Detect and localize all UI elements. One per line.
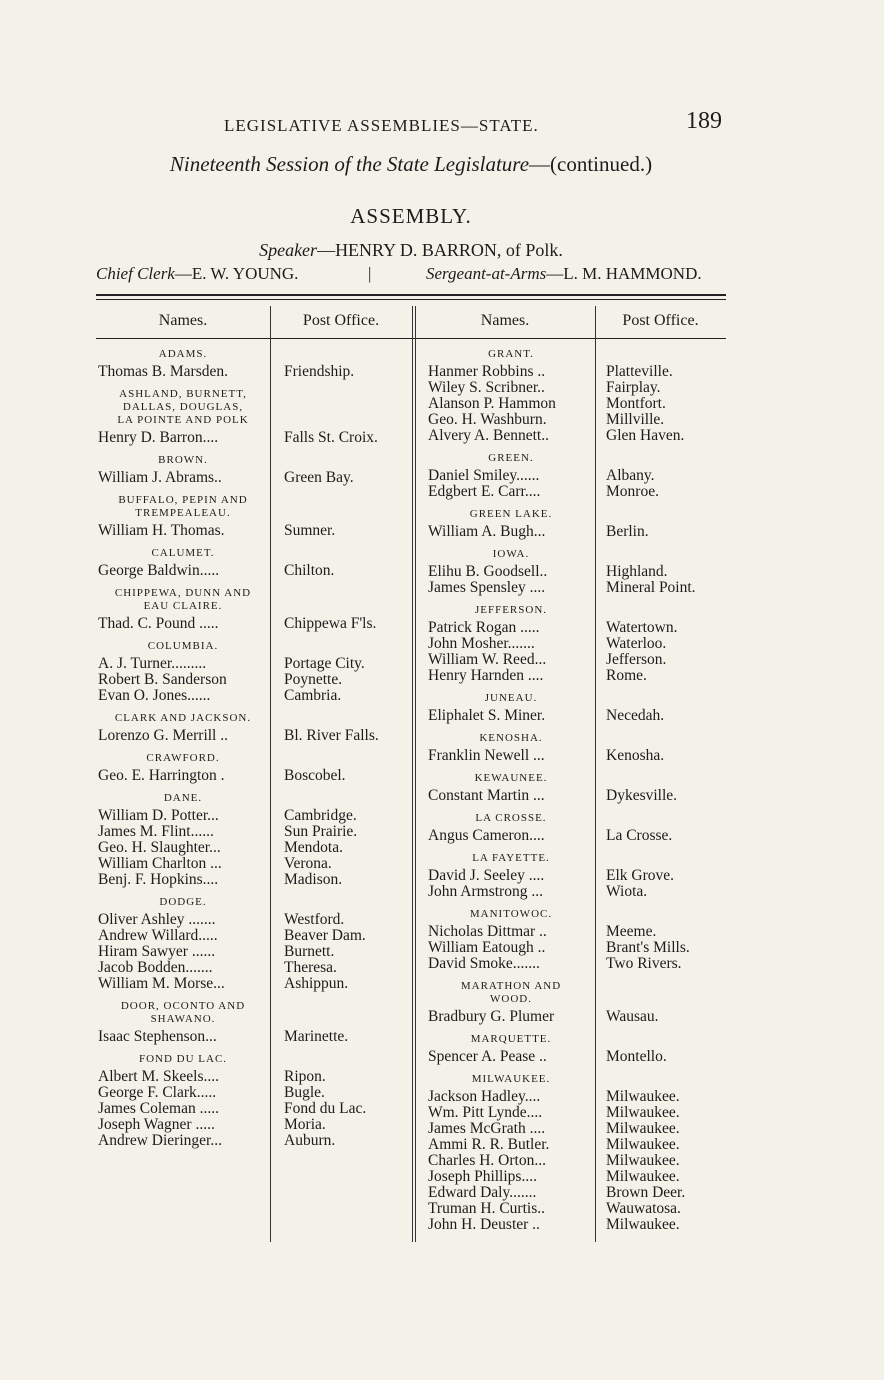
county-heading: TREMPEALEAU. <box>135 507 231 519</box>
member-name: Wm. Pitt Lynde.... <box>428 1104 543 1121</box>
member-name: John H. Deuster .. <box>428 1216 540 1233</box>
county-heading: IOWA. <box>492 548 530 560</box>
member-name: George Baldwin..... <box>98 562 220 579</box>
member-row <box>428 708 726 724</box>
member-row <box>98 364 410 380</box>
member-row <box>98 928 410 944</box>
member-row <box>98 688 410 704</box>
county-heading: DALLAS, DOUGLAS, <box>122 401 244 413</box>
member-row <box>428 1169 726 1185</box>
running-head <box>96 108 726 138</box>
post-office: Marinette. <box>284 1028 349 1045</box>
member-row <box>98 912 410 928</box>
member-row <box>428 956 726 972</box>
post-office: Milwaukee. <box>606 1168 680 1185</box>
member-row <box>428 1217 726 1233</box>
header-names-right: Names. <box>480 312 530 329</box>
member-name: James Spensley .... <box>428 579 546 596</box>
sergeant-label: Sergeant-at-Arms <box>426 264 547 283</box>
member-row <box>428 1009 726 1025</box>
county-heading: EAU CLAIRE. <box>143 600 223 612</box>
county-heading: MILWAUKEE. <box>471 1073 551 1085</box>
county-heading: DOOR, OCONTO AND <box>120 1000 246 1012</box>
county-heading: FOND DU LAC. <box>138 1053 228 1065</box>
column-divider <box>412 306 413 1242</box>
member-name: Angus Cameron.... <box>428 827 545 844</box>
post-office: Necedah. <box>606 707 665 724</box>
right-column <box>428 348 726 1233</box>
county-heading: DODGE. <box>159 896 207 908</box>
member-row <box>98 1069 410 1085</box>
member-name: Geo. H. Slaughter... <box>98 839 221 856</box>
post-office: Chilton. <box>284 562 335 579</box>
member-name: Geo. E. Harrington . <box>98 767 225 784</box>
member-row <box>428 396 726 412</box>
member-name: Charles H. Orton... <box>428 1152 546 1169</box>
member-name: Edgbert E. Carr.... <box>428 483 541 500</box>
county-heading: ASHLAND, BURNETT, <box>119 388 247 400</box>
member-row <box>428 1105 726 1121</box>
member-name: Ammi R. R. Butler. <box>428 1136 550 1153</box>
county-heading: JUNEAU. <box>484 692 538 704</box>
header-post-office-left: Post Office. <box>302 312 380 329</box>
member-row <box>428 1049 726 1065</box>
county-group <box>98 547 410 579</box>
post-office: Albany. <box>606 467 655 484</box>
member-row <box>98 872 410 888</box>
county-heading: ADAMS. <box>158 348 208 360</box>
member-name: Eliphalet S. Miner. <box>428 707 546 724</box>
member-row <box>98 824 410 840</box>
member-name: A. J. Turner......... <box>98 655 207 672</box>
county-group <box>428 1033 726 1065</box>
member-row <box>428 1153 726 1169</box>
member-name: David Smoke....... <box>428 955 540 972</box>
county-heading: MARATHON AND <box>460 980 562 992</box>
member-row <box>428 580 726 596</box>
member-name: William W. Reed... <box>428 651 547 668</box>
member-row <box>98 470 410 486</box>
table-top-rule-thin <box>96 299 726 300</box>
member-name: Jackson Hadley.... <box>428 1088 541 1105</box>
member-row <box>428 564 726 580</box>
member-name: Elihu B. Goodsell.. <box>428 563 548 580</box>
post-office: Dykesville. <box>606 787 678 804</box>
member-name: William Eatough .. <box>428 939 546 956</box>
post-office: Montello. <box>606 1048 667 1065</box>
county-group <box>428 852 726 900</box>
county-heading: DANE. <box>163 792 203 804</box>
member-row <box>98 840 410 856</box>
post-office: Ashippun. <box>284 975 349 992</box>
post-office: Sumner. <box>284 522 336 539</box>
member-row <box>428 748 726 764</box>
county-group <box>428 348 726 444</box>
member-name: Benj. F. Hopkins.... <box>98 871 219 888</box>
county-heading: CALUMET. <box>151 547 215 559</box>
county-group <box>428 1073 726 1233</box>
speaker-line <box>96 240 726 261</box>
running-title: LEGISLATIVE ASSEMBLIES—STATE. <box>224 116 539 135</box>
member-name: Andrew Dieringer... <box>98 1132 222 1149</box>
post-office: Berlin. <box>606 523 649 540</box>
speaker-text: —HENRY D. BARRON, of Polk. <box>317 240 563 260</box>
member-name: James Coleman ..... <box>98 1100 219 1117</box>
post-office: Auburn. <box>284 1132 336 1149</box>
member-row <box>98 672 410 688</box>
post-office: Portage City. <box>284 655 365 672</box>
county-heading: MARQUETTE. <box>470 1033 552 1045</box>
member-row <box>428 1121 726 1137</box>
member-row <box>428 868 726 884</box>
county-group <box>98 587 410 632</box>
member-name: Alanson P. Hammon <box>428 395 556 412</box>
post-office: Burnett. <box>284 943 335 960</box>
post-office: Platteville. <box>606 363 673 380</box>
county-heading: BUFFALO, PEPIN AND <box>118 494 248 506</box>
post-office: Montfort. <box>606 395 666 412</box>
county-group <box>428 452 726 500</box>
member-row <box>98 523 410 539</box>
officers-divider: | <box>368 264 372 283</box>
member-name: William M. Morse... <box>98 975 225 992</box>
post-office: Brown Deer. <box>606 1184 686 1201</box>
member-name: Hanmer Robbins .. <box>428 363 546 380</box>
post-office: Chippewa F'ls. <box>284 615 377 632</box>
post-office: Millville. <box>606 411 665 428</box>
member-row <box>428 364 726 380</box>
member-name: William J. Abrams.. <box>98 469 222 486</box>
county-group <box>428 772 726 804</box>
member-row <box>98 808 410 824</box>
post-office: Milwaukee. <box>606 1152 680 1169</box>
county-group <box>428 508 726 540</box>
sergeant-at-arms <box>426 264 702 284</box>
member-name: Oliver Ashley ....... <box>98 911 216 928</box>
post-office: Moria. <box>284 1116 326 1133</box>
member-row <box>98 430 410 446</box>
member-name: John Armstrong ... <box>428 883 543 900</box>
post-office: Verona. <box>284 855 332 872</box>
sergeant-text: —L. M. HAMMOND. <box>546 264 702 283</box>
post-office: Friendship. <box>284 363 355 380</box>
member-row <box>428 428 726 444</box>
member-row <box>428 412 726 428</box>
county-heading: LA CROSSE. <box>475 812 547 824</box>
chief-clerk-label: Chief Clerk <box>96 264 175 283</box>
member-row <box>428 468 726 484</box>
member-row <box>428 1089 726 1105</box>
post-office: Brant's Mills. <box>606 939 690 956</box>
member-row <box>98 768 410 784</box>
post-office: Wausau. <box>606 1008 659 1025</box>
post-office: Fond du Lac. <box>284 1100 367 1117</box>
county-heading: CLARK AND JACKSON. <box>114 712 252 724</box>
officers-line <box>96 264 726 288</box>
post-office: Kenosha. <box>606 747 665 764</box>
member-row <box>98 1085 410 1101</box>
member-name: Nicholas Dittmar .. <box>428 923 547 940</box>
county-heading: KEWAUNEE. <box>474 772 548 784</box>
post-office: Jefferson. <box>606 651 667 668</box>
county-group <box>98 896 410 992</box>
member-name: James M. Flint...... <box>98 823 214 840</box>
chief-clerk-text: —E. W. YOUNG. <box>174 264 299 283</box>
county-group <box>98 1000 410 1045</box>
member-row <box>98 563 410 579</box>
chief-clerk <box>96 264 298 284</box>
county-heading: MANITOWOC. <box>469 908 553 920</box>
post-office: Meeme. <box>606 923 657 940</box>
post-office: Monroe. <box>606 483 659 500</box>
member-row <box>98 856 410 872</box>
county-group <box>428 732 726 764</box>
member-row <box>428 484 726 500</box>
member-name: Hiram Sawyer ...... <box>98 943 216 960</box>
member-name: Daniel Smiley...... <box>428 467 540 484</box>
county-group <box>428 604 726 684</box>
header-post-office-right: Post Office. <box>622 312 699 329</box>
post-office: Boscobel. <box>284 767 346 784</box>
county-heading: BROWN. <box>158 454 208 466</box>
post-office: Waterloo. <box>606 635 667 652</box>
member-name: David J. Seeley .... <box>428 867 545 884</box>
county-heading: COLUMBIA. <box>147 640 219 652</box>
member-row <box>428 884 726 900</box>
table-top-rule <box>96 294 726 296</box>
county-heading: GRANT. <box>488 348 534 360</box>
post-office: Sun Prairie. <box>284 823 358 840</box>
county-group <box>98 454 410 486</box>
county-group <box>428 980 726 1025</box>
member-row <box>428 524 726 540</box>
member-name: Henry D. Barron.... <box>98 429 219 446</box>
post-office: Milwaukee. <box>606 1216 680 1233</box>
column-divider <box>415 306 416 1242</box>
county-heading: GREEN. <box>488 452 534 464</box>
member-name: Joseph Wagner ..... <box>98 1116 215 1133</box>
member-row <box>98 1101 410 1117</box>
member-name: Lorenzo G. Merrill .. <box>98 727 228 744</box>
member-row <box>428 940 726 956</box>
post-office: Elk Grove. <box>606 867 675 884</box>
member-name: William A. Bugh... <box>428 523 546 540</box>
county-group <box>428 548 726 596</box>
member-name: Constant Martin ... <box>428 787 545 804</box>
member-row <box>428 1185 726 1201</box>
post-office: Highland. <box>606 563 668 580</box>
post-office: Green Bay. <box>284 469 354 486</box>
member-row <box>98 656 410 672</box>
left-column <box>98 348 410 1149</box>
member-name: Spencer A. Pease .. <box>428 1048 547 1065</box>
county-group <box>428 908 726 972</box>
post-office: Poynette. <box>284 671 343 688</box>
member-row <box>428 788 726 804</box>
post-office: Madison. <box>284 871 343 888</box>
member-name: Isaac Stephenson... <box>98 1028 217 1045</box>
member-row <box>428 828 726 844</box>
post-office: Bl. River Falls. <box>284 727 379 744</box>
post-office: Mineral Point. <box>606 579 696 596</box>
county-group <box>98 792 410 888</box>
member-name: George F. Clark..... <box>98 1084 217 1101</box>
member-row <box>428 380 726 396</box>
member-name: Geo. H. Washburn. <box>428 411 547 428</box>
member-name: Bradbury G. Plumer <box>428 1008 555 1025</box>
post-office: Wauwatosa. <box>606 1200 681 1217</box>
body-title: ASSEMBLY. <box>350 204 472 228</box>
county-group <box>98 752 410 784</box>
member-name: Robert B. Sanderson <box>98 671 227 688</box>
county-group <box>428 812 726 844</box>
county-heading: GREEN LAKE. <box>469 508 553 520</box>
member-row <box>98 976 410 992</box>
member-name: Henry Harnden .... <box>428 667 544 684</box>
post-office: La Crosse. <box>606 827 673 844</box>
county-group <box>98 388 410 446</box>
county-heading: CHIPPEWA, DUNN AND <box>114 587 252 599</box>
post-office: Milwaukee. <box>606 1136 680 1153</box>
session-suffix: —(continued.) <box>529 152 653 176</box>
post-office: Rome. <box>606 667 647 684</box>
speaker-label: Speaker <box>259 240 318 260</box>
county-heading: LA FAYETTE. <box>472 852 550 864</box>
member-name: William D. Potter... <box>98 807 219 824</box>
post-office: Theresa. <box>284 959 337 976</box>
county-heading: WOOD. <box>490 993 532 1005</box>
post-office: Ripon. <box>284 1068 326 1085</box>
county-heading: CRAWFORD. <box>146 752 220 764</box>
page-number: 189 <box>686 108 722 134</box>
post-office: Bugle. <box>284 1084 325 1101</box>
county-group <box>98 712 410 744</box>
post-office: Cambridge. <box>284 807 357 824</box>
post-office: Cambria. <box>284 687 342 704</box>
member-row <box>98 1117 410 1133</box>
member-name: Truman H. Curtis.. <box>428 1200 545 1217</box>
member-row <box>428 1137 726 1153</box>
post-office: Two Rivers. <box>606 955 682 972</box>
session-title-text: Nineteenth Session of the State Legislature <box>169 152 530 176</box>
post-office: Milwaukee. <box>606 1120 680 1137</box>
county-heading: KENOSHA. <box>479 732 543 744</box>
post-office: Beaver Dam. <box>284 927 366 944</box>
session-title <box>96 152 726 177</box>
member-name: Patrick Rogan ..... <box>428 619 540 636</box>
member-name: Albert M. Skeels.... <box>98 1068 219 1085</box>
post-office: Glen Haven. <box>606 427 685 444</box>
county-group <box>428 692 726 724</box>
post-office: Fairplay. <box>606 379 661 396</box>
member-row <box>428 620 726 636</box>
county-group <box>98 348 410 380</box>
post-office: Falls St. Croix. <box>284 429 378 446</box>
member-name: John Mosher....... <box>428 635 535 652</box>
post-office: Mendota. <box>284 839 343 856</box>
member-row <box>98 960 410 976</box>
post-office: Westford. <box>284 911 345 928</box>
county-heading: JEFFERSON. <box>474 604 548 616</box>
county-group <box>98 640 410 704</box>
member-name: William H. Thomas. <box>98 522 225 539</box>
member-name: Jacob Bodden....... <box>98 959 213 976</box>
member-row <box>428 636 726 652</box>
table-header-rule <box>96 338 726 339</box>
member-name: Thomas B. Marsden. <box>98 363 229 380</box>
county-group <box>98 1053 410 1149</box>
member-name: Alvery A. Bennett.. <box>428 427 549 444</box>
member-name: Wiley S. Scribner.. <box>428 379 545 396</box>
county-group <box>98 494 410 539</box>
member-name: Joseph Phillips.... <box>428 1168 537 1185</box>
member-row <box>428 668 726 684</box>
member-row <box>98 728 410 744</box>
post-office: Milwaukee. <box>606 1104 680 1121</box>
member-row <box>98 1029 410 1045</box>
member-row <box>98 1133 410 1149</box>
member-name: Thad. C. Pound ..... <box>98 615 219 632</box>
county-heading: LA POINTE AND POLK <box>117 414 249 426</box>
member-row <box>428 1201 726 1217</box>
post-office: Watertown. <box>606 619 678 636</box>
member-row <box>98 944 410 960</box>
header-names-left: Names. <box>158 312 208 329</box>
member-row <box>428 924 726 940</box>
post-office: Milwaukee. <box>606 1088 680 1105</box>
post-office: Wiota. <box>606 883 648 900</box>
member-name: William Charlton ... <box>98 855 222 872</box>
member-row <box>428 652 726 668</box>
county-heading: SHAWANO. <box>150 1013 216 1025</box>
member-name: James McGrath .... <box>428 1120 546 1137</box>
member-name: Franklin Newell ... <box>428 747 545 764</box>
member-name: Evan O. Jones...... <box>98 687 211 704</box>
member-name: Edward Daly....... <box>428 1184 537 1201</box>
member-row <box>98 616 410 632</box>
member-name: Andrew Willard..... <box>98 927 218 944</box>
